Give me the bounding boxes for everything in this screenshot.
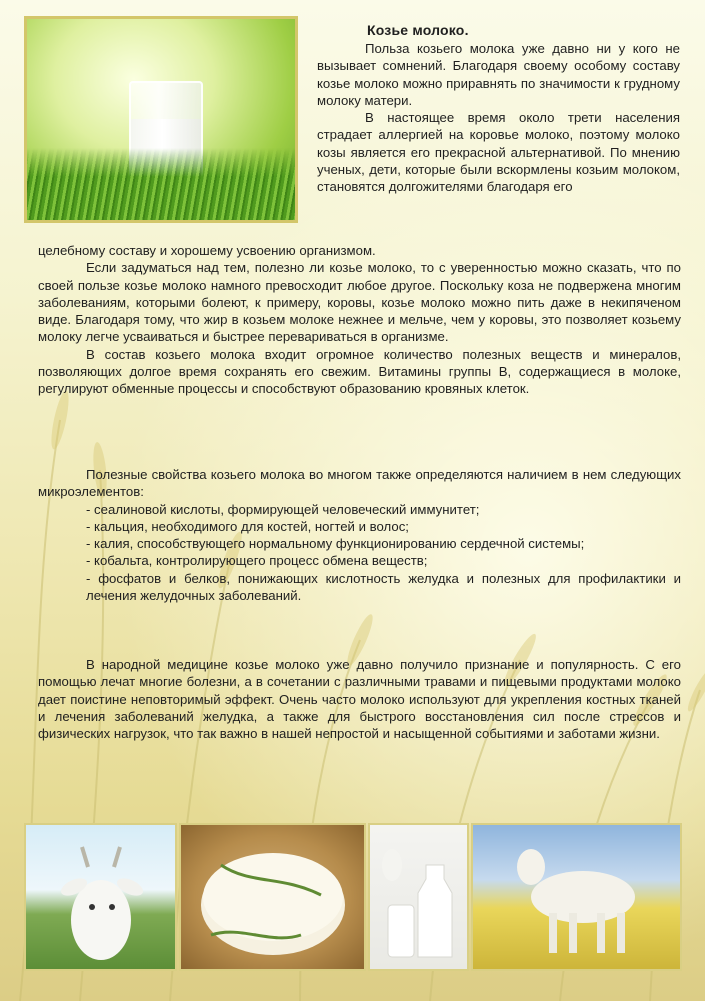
body-paragraph-2: В состав козьего молока входит огромное количество полезных веществ и минералов, позволяющих долгое время сохранять его свежим. Витамины группы В, содержащиеся в молоке, регулируют обменные процессы и способствуют образованию кровяных клеток.: [38, 346, 681, 397]
main-text: [38, 242, 681, 398]
goat-cheese-photo: [179, 823, 366, 971]
intro-column: [317, 40, 680, 196]
goat-body-shape: [473, 825, 680, 969]
white-goat-photo: [24, 823, 177, 971]
list-item: - фосфатов и белков, понижающих кислотность желудка и полезных для профилактики и лечения желудочных заболеваний.: [86, 570, 681, 604]
intro-continuation: целебному составу и хорошему усвоению организмом.: [38, 243, 376, 258]
milk-glass-photo: [24, 16, 298, 223]
intro-paragraph-1: Польза козьего молока уже давно ни у кого не вызывает сомнений. Благодаря своему особому составу козье молоко можно приравнять по значимости к грудному молоку матери.: [317, 41, 680, 108]
micro-section: [38, 466, 681, 604]
goat-in-meadow-photo: [471, 823, 682, 971]
list-item: - кальция, необходимого для костей, ногтей и волос;: [86, 518, 409, 534]
list-item: - сеалиновой кислоты, формирующей человеческий иммунитет;: [86, 501, 480, 517]
photo-strip: [24, 823, 682, 971]
intro-paragraph-2: В настоящее время около трети населения страдает аллергией на коровье молоко, поэтому молоко козы является его прекрасной альтернативой. По мнению ученых, дети, которые были вскормлены козьим молоком, становятся долгожителями благодаря его: [317, 110, 680, 195]
bottles-shape: [370, 825, 467, 969]
milk-bottles-photo: [368, 823, 469, 971]
cheese-shape: [181, 825, 364, 969]
body-paragraph-1: Если задуматься над тем, полезно ли козье молоко, то с уверенностью можно сказать, что по своей пользе козье молоко намного превосходит любое другое. Поскольку коза не подвержена многим заболеваниям, которыми болеют, к примеру, коровы, козье молоко можно пить даже в некипяченом виде. Благодаря тому, что жир в козьем молоке нежнее и мельче, чем у коровы, это позволяет козьему молоку легче усваиваться и быстрее перевариваться в организме.: [38, 260, 681, 345]
micro-list: [38, 501, 681, 605]
list-item: - калия, способствующего нормальному функционированию сердечной системы;: [86, 536, 585, 552]
closing-paragraph: В народной медицине козье молоко уже давно получило признание и популярность. С его помощью лечат многие болезни, а в сочетании с различными травами и пищевыми продуктами молоко дает поистине неповторимый эффект. Очень часто молоко используют для укрепления костных тканей и лечения заболеваний желудка, а также для быстрого восстановления сил после стрессов и физических нагрузок, что так важно в нашей непростой и насыщенной событиями и заботами жизни.: [38, 657, 681, 742]
micro-intro: Полезные свойства козьего молока во многом также определяются наличием в нем следующих микроэлементов:: [38, 467, 681, 500]
goat-head-shape: [26, 825, 175, 969]
article-title: Козье молоко.: [367, 22, 469, 38]
list-item: - кобальта, контролирующего процесс обмена веществ;: [86, 553, 428, 569]
closing-section: [38, 656, 681, 742]
grass-shape: [27, 148, 295, 220]
